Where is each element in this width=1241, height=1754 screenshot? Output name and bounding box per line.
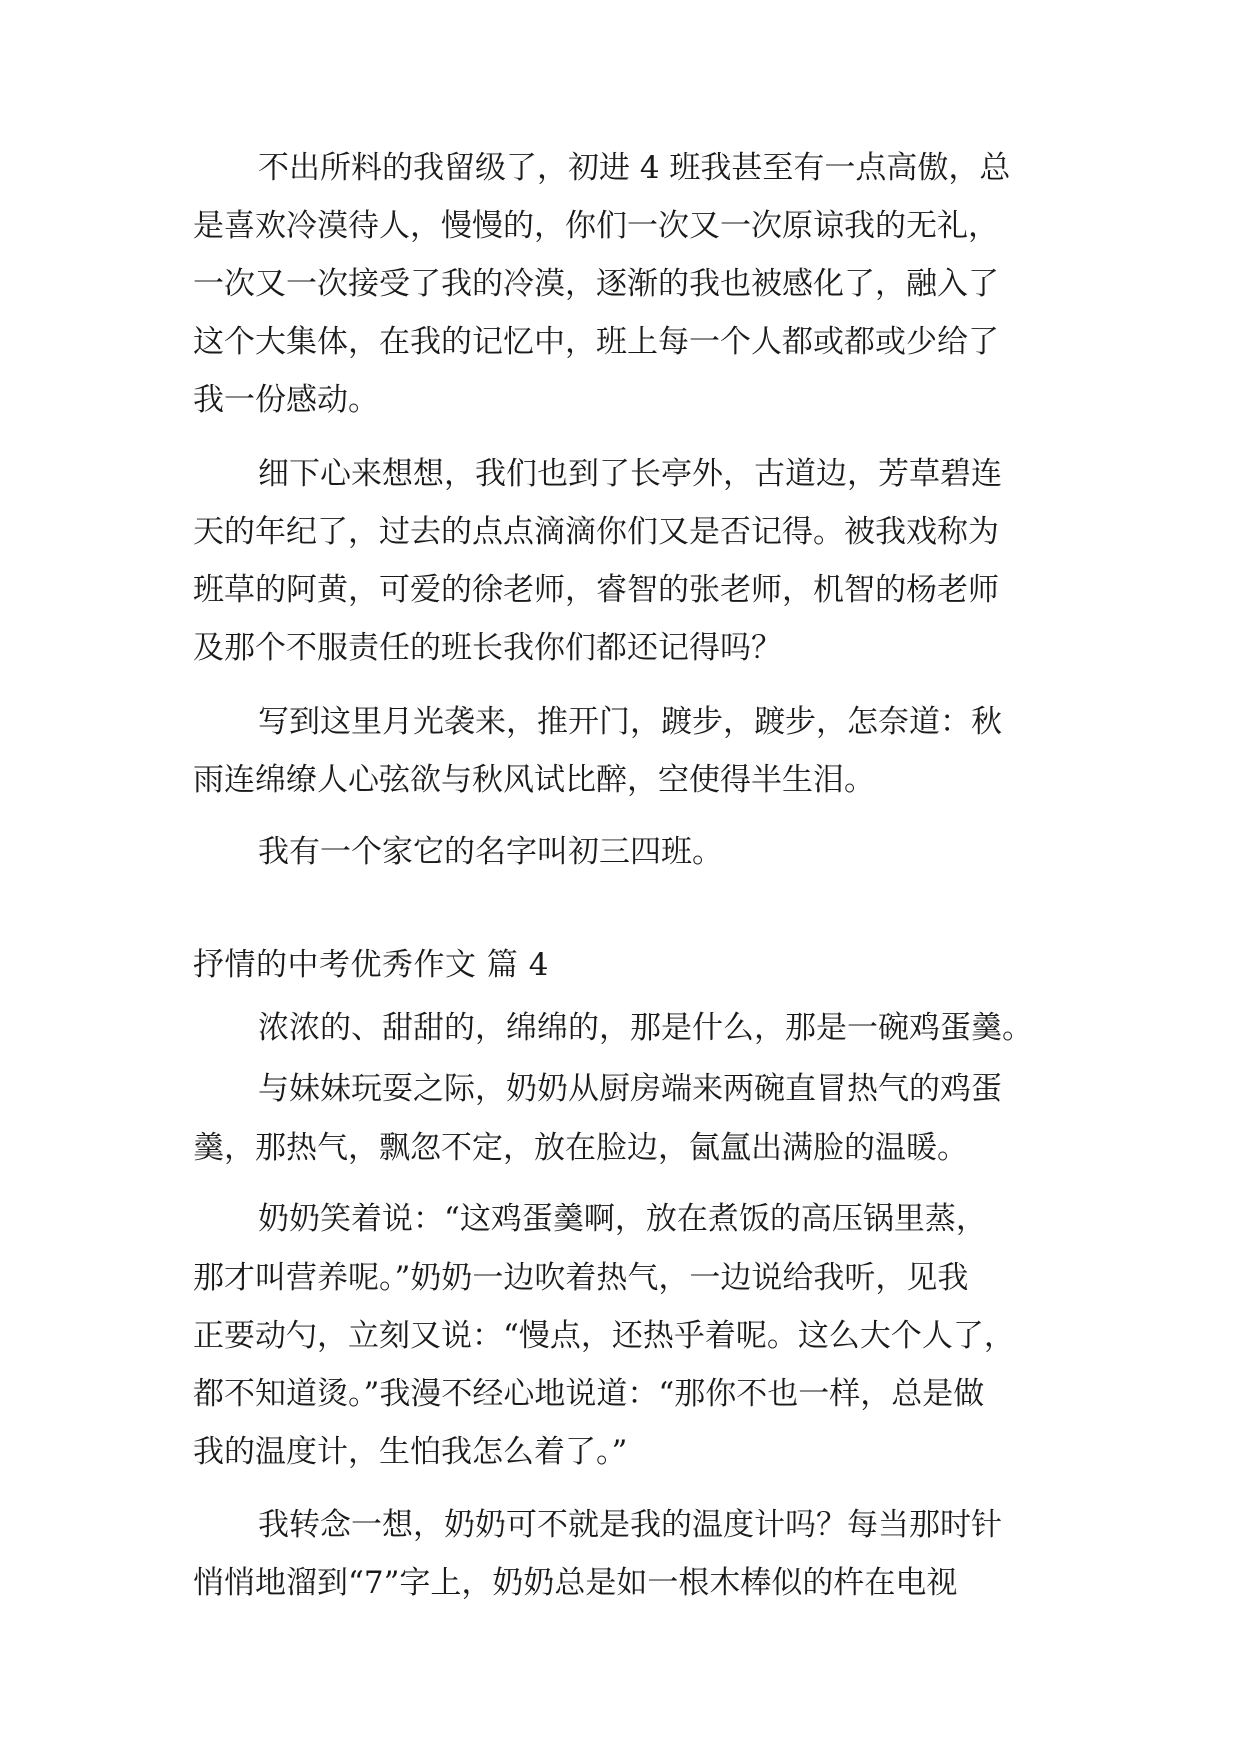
paragraph-line: 我一份感动。 [193,382,379,418]
paragraph-line: 一次又一次接受了我的冷漠，逐渐的我也被感化了，融入了 [193,266,999,302]
paragraph-line: 悄悄地溜到“7”字上，奶奶总是如一根木棒似的杵在电视 [193,1565,958,1601]
paragraph-line: 奶奶笑着说：“这鸡蛋羹啊，放在煮饭的高压锅里蒸， [258,1201,987,1237]
paragraph-line: 我有一个家它的名字叫初三四班。 [258,834,723,870]
paragraph-line: 那才叫营养呢。”奶奶一边吹着热气，一边说给我听，见我 [193,1260,969,1296]
paragraph-line: 写到这里月光袭来，推开门，踱步，踱步，怎奈道：秋 [258,704,1002,740]
paragraph-line: 都不知道烫。”我漫不经心地说道：“那你不也一样，总是做 [193,1376,985,1412]
paragraph-line: 浓浓的、甜甜的，绵绵的，那是什么，那是一碗鸡蛋羹。 [258,1010,1033,1046]
paragraph-line: 不出所料的我留级了，初进 4 班我甚至有一点高傲，总 [258,150,1011,186]
paragraph-line: 班草的阿黄，可爱的徐老师，睿智的张老师，机智的杨老师 [193,572,999,608]
paragraph-line: 这个大集体，在我的记忆中，班上每一个人都或都或少给了 [193,324,999,360]
paragraph-line: 天的年纪了，过去的点点滴滴你们又是否记得。被我戏称为 [193,514,999,550]
section-heading: 抒情的中考优秀作文 篇 4 [193,947,549,983]
paragraph-line: 正要动勺，立刻又说：“慢点，还热乎着呢。这么大个人了， [193,1318,1015,1354]
paragraph-line: 与妹妹玩耍之际，奶奶从厨房端来两碗直冒热气的鸡蛋 [258,1071,1002,1107]
paragraph-line: 雨连绵缭人心弦欲与秋风试比醉，空使得半生泪。 [193,762,875,798]
paragraph-line: 羹，那热气，飘忽不定，放在脸边，氤氲出满脸的温暖。 [193,1130,968,1166]
paragraph-line: 我的温度计，生怕我怎么着了。” [193,1434,628,1470]
paragraph-line: 细下心来想想，我们也到了长亭外，古道边，芳草碧连 [258,456,1002,492]
paragraph-line: 是喜欢冷漠待人，慢慢的，你们一次又一次原谅我的无礼， [193,208,999,244]
paragraph-line: 及那个不服责任的班长我你们都还记得吗？ [193,630,782,666]
paragraph-line: 我转念一想，奶奶可不就是我的温度计吗？每当那时针 [258,1507,1002,1543]
